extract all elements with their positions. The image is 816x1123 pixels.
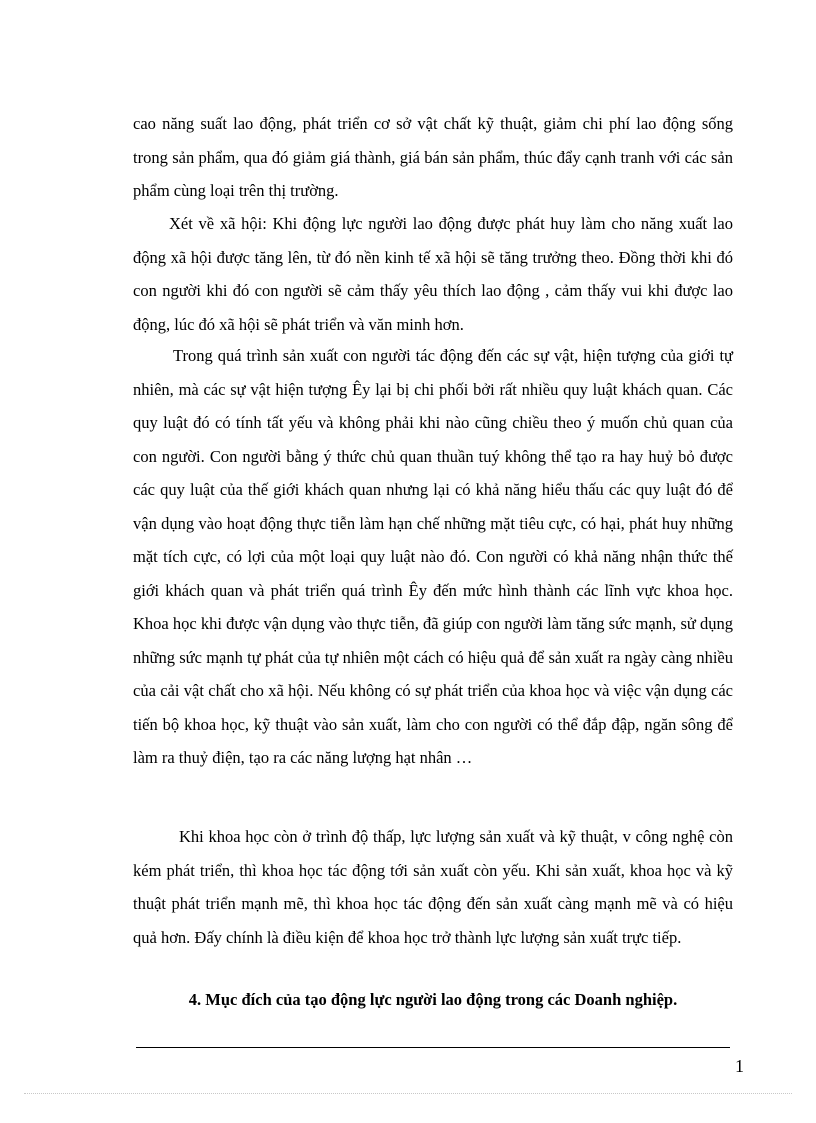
paragraph-text: cao năng suất lao động, phát triển cơ sở vật chất kỹ thuật, giảm chi phí lao động sống trong sản phẩm, qua đó giảm giá thành, giá bán sản phẩm, thúc đẩy cạnh tranh với các sản phẩm cùng loại trên thị trường. [133,114,733,200]
paragraph-text: Trong quá trình sản xuất con người tác động đến các sự vật, hiện tượng của giới tự nhiên, mà các sự vật hiện tượng Êy lại bị chi phối bởi rất nhiều quy luật khách quan. Các quy luật đó có tính tất yếu và không phải khi nào cũng chiều theo ý muốn chủ quan của con người. Con người bằng ý thức chủ quan thuần tuý không thể tạo ra hay huỷ bỏ được các quy luật của thế giới khách quan nhưng lại có khả năng hiểu thấu các quy luật đó để vận dụng vào hoạt động thực tiễn làm hạn chế những mặt tiêu cực, có hại, phát huy những mặt tích cực, có lợi của một loại quy luật nào đó. Con người có khả năng nhận thức thế giới khách quan và phát triển quá trình Êy đến mức hình thành các lĩnh vực khoa học. Khoa học khi được vận dụng vào thực tiễn, đã giúp con người làm tăng sức mạnh, sử dụng những sức mạnh tự phát của tự nhiên một cách có hiệu quả để sản xuất ra ngày càng nhiều của cải vật chất cho xã hội. Nếu không có sự phát triển của khoa học và việc vận dụng các tiến bộ khoa học, kỹ thuật vào sản xuất, làm cho con người có thể đắp đập, ngăn sông để làm ra thuỷ điện, tạo ra các năng lượng hạt nhân … [133,346,733,767]
paragraph-3 [133,339,733,775]
paragraph-1 [133,107,733,208]
section-heading: 4. Mục đích của tạo động lực người lao động trong các Doanh nghiệp. [188,990,678,1009]
paragraph-text: Xét về xã hội: Khi động lực người lao động được phát huy làm cho năng xuất lao động xã hội được tăng lên, từ đó nền kinh tế xã hội sẽ tăng trưởng theo. Đồng thời khi đó con người khi đó con người sẽ cảm thấy yêu thích lao động , cảm thấy vui khi được lao động, lúc đó xã hội sẽ phát triển và văn minh hơn. [133,214,733,334]
page-number: 1 [735,1056,744,1076]
paragraph-text: Khi khoa học còn ở trình độ thấp, lực lượng sản xuất và kỹ thuật, v công nghệ còn kém phát triển, thì khoa học tác động tới sản xuất còn yếu. Khi sản xuất, khoa học và kỹ thuật phát triển mạnh mẽ, thì khoa học tác động đến sản xuất càng mạnh mẽ và có hiệu quả hơn. Đấy chính là điều kiện để khoa học trở thành lực lượng sản xuất trực tiếp. [133,827,733,947]
footer-divider [136,1047,730,1048]
paragraph-4 [133,820,733,954]
paragraph-2 [133,207,733,341]
page-bottom-border [24,1093,792,1094]
